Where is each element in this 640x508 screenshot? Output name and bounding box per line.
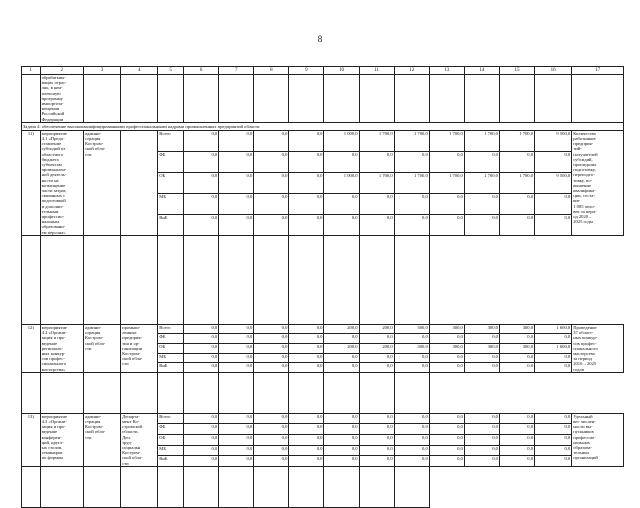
table-cell: [184, 466, 219, 507]
value-cell: 0,0: [394, 434, 429, 445]
value-cell: 0,0: [219, 130, 254, 151]
value-cell: 0,0: [359, 434, 394, 445]
source-label: МБ: [158, 193, 184, 214]
value-cell: 0,0: [535, 334, 572, 344]
value-cell: 0,0: [289, 151, 324, 172]
value-cell: 0,0: [254, 344, 289, 354]
value-cell: 0,0: [184, 424, 219, 435]
value-cell: 0,0: [394, 456, 429, 467]
value-cell: 1 600,0: [535, 344, 572, 354]
value-cell: 0,0: [289, 424, 324, 435]
value-cell: 1 000,0: [324, 172, 359, 193]
source-label: ВнБ: [158, 456, 184, 467]
source-label: МБ: [158, 353, 184, 363]
value-cell: 0,0: [254, 424, 289, 435]
header-cell: 4: [121, 67, 158, 75]
table-cell: [289, 75, 324, 123]
value-cell: 0,0: [219, 324, 254, 334]
value-cell: 200,0: [324, 324, 359, 334]
executor: админи- страция Костром- ской обла- сти: [83, 130, 120, 235]
value-cell: 0,0: [535, 214, 572, 235]
header-cell: 10: [324, 67, 359, 75]
source-label: Всего: [158, 324, 184, 334]
value-cell: 0,0: [464, 363, 499, 373]
value-cell: 0,0: [535, 424, 572, 435]
value-cell: 300,0: [464, 324, 499, 334]
header-cell: 1: [22, 67, 41, 75]
value-cell: 0,0: [184, 334, 219, 344]
value-cell: 0,0: [289, 445, 324, 456]
source-label: ОБ: [158, 344, 184, 354]
value-cell: 0,0: [254, 151, 289, 172]
value-cell: 0,0: [324, 445, 359, 456]
value-cell: 1 000,0: [324, 130, 359, 151]
partner: промыш- ленные предприя- тия и ор- ганизации Костром- ской обла- сти: [121, 324, 158, 372]
value-cell: 0,0: [464, 413, 499, 424]
value-cell: 0,0: [429, 434, 464, 445]
value-cell: 1 700,0: [394, 130, 429, 151]
value-cell: 1 700,0: [429, 172, 464, 193]
row-number: 12): [22, 324, 41, 372]
value-cell: 0,0: [429, 353, 464, 363]
value-cell: 0,0: [499, 363, 534, 373]
value-cell: 0,0: [219, 334, 254, 344]
executor: админи- страция Костром- ской обла- сти: [83, 413, 120, 466]
value-cell: 0,0: [324, 363, 359, 373]
value-cell: 0,0: [184, 456, 219, 467]
page-number: 8: [317, 34, 323, 44]
event-name: мероприятие 4.3 «Органи- зация и про- ведение конферен- ций, кругл- ых столов, семинаров по формам: [40, 413, 83, 466]
value-cell: 0,0: [324, 334, 359, 344]
table-cell: [535, 75, 572, 123]
value-cell: 0,0: [184, 130, 219, 151]
table-row: [22, 413, 624, 424]
value-cell: 9 500,0: [535, 172, 572, 193]
value-cell: 0,0: [464, 424, 499, 435]
value-cell: 0,0: [499, 445, 534, 456]
table-cell: [219, 372, 254, 413]
value-cell: 0,0: [359, 445, 394, 456]
table-cell: [394, 466, 429, 507]
expected-result: Проведение 37 област- ных конкур- сов профес- сионального мастерства за период 2016 – 2025 годов: [572, 324, 624, 372]
value-cell: 0,0: [184, 344, 219, 354]
value-cell: 1 700,0: [394, 172, 429, 193]
table-cell: [289, 235, 324, 324]
value-cell: 0,0: [394, 413, 429, 424]
value-cell: 0,0: [359, 363, 394, 373]
table-cell: [254, 372, 289, 413]
value-cell: 300,0: [499, 344, 534, 354]
value-cell: 0,0: [394, 353, 429, 363]
value-cell: 0,0: [289, 130, 324, 151]
value-cell: 0,0: [184, 363, 219, 373]
value-cell: 0,0: [499, 353, 534, 363]
table-cell: [359, 75, 394, 123]
value-cell: 0,0: [219, 456, 254, 467]
value-cell: 0,0: [219, 413, 254, 424]
expected-result: Удельный вес числен- ности вы- пускников профессио- нальных образова- тельных организаций: [572, 413, 624, 466]
value-cell: 0,0: [394, 424, 429, 435]
event-name: мероприятие 4.2 «Органи- зация и про- ведение региональ- ных конкур- сов профес- сионального мастерства»: [40, 324, 83, 372]
value-cell: 0,0: [535, 363, 572, 373]
value-cell: 0,0: [394, 151, 429, 172]
header-cell: 8: [254, 67, 289, 75]
value-cell: 0,0: [464, 353, 499, 363]
table-cell: [40, 372, 83, 413]
value-cell: 0,0: [359, 413, 394, 424]
value-cell: 0,0: [359, 151, 394, 172]
value-cell: 0,0: [254, 445, 289, 456]
table-cell: [499, 75, 534, 123]
value-cell: 0,0: [219, 214, 254, 235]
continuation-row: [22, 75, 624, 123]
header-cell: 17: [572, 67, 624, 75]
value-cell: 0,0: [184, 353, 219, 363]
source-label: Всего: [158, 413, 184, 424]
table-cell: [289, 466, 324, 507]
table-cell: [324, 75, 359, 123]
value-cell: 200,0: [359, 344, 394, 354]
table-row: [22, 324, 624, 334]
header-cell: 12: [394, 67, 429, 75]
table-cell: [184, 235, 219, 324]
value-cell: 0,0: [219, 353, 254, 363]
value-cell: 1 700,0: [464, 130, 499, 151]
value-cell: 0,0: [254, 434, 289, 445]
value-cell: 0,0: [324, 214, 359, 235]
source-label: ФБ: [158, 334, 184, 344]
program-table: [21, 66, 624, 508]
value-cell: 0,0: [429, 334, 464, 344]
value-cell: 0,0: [359, 456, 394, 467]
table-cell: [464, 75, 499, 123]
source-label: ФБ: [158, 424, 184, 435]
value-cell: 0,0: [429, 363, 464, 373]
table-cell: [83, 75, 120, 123]
value-cell: 0,0: [499, 151, 534, 172]
source-label: ОБ: [158, 172, 184, 193]
table-cell: [121, 372, 158, 413]
value-cell: 0,0: [324, 424, 359, 435]
name-cell: обрабатыва- ющих отрас- лях, в ком- плексную программу импортоза- мещения Российской Федерации: [40, 75, 83, 123]
value-cell: 0,0: [254, 456, 289, 467]
value-cell: 0,0: [464, 445, 499, 456]
value-cell: 0,0: [499, 214, 534, 235]
table-cell: [184, 372, 219, 413]
table-cell: [22, 466, 41, 507]
filler-row: [22, 372, 624, 413]
value-cell: 1 700,0: [359, 130, 394, 151]
value-cell: 0,0: [535, 151, 572, 172]
filler-row: [22, 235, 624, 324]
event-name: мероприятие 4.1 «Предо- ставление субсидий из областного бюджета субъектам промышлен- ной деятель- ности на возмещение части затрат, связанных с подготовкой и дополни- тельным профессио- нальным образовани- ем персона»: [40, 130, 83, 235]
value-cell: 0,0: [289, 413, 324, 424]
value-cell: 0,0: [254, 334, 289, 344]
value-cell: 0,0: [289, 363, 324, 373]
value-cell: 0,0: [184, 445, 219, 456]
value-cell: 0,0: [184, 193, 219, 214]
value-cell: 0,0: [394, 334, 429, 344]
value-cell: 200,0: [359, 324, 394, 334]
value-cell: 0,0: [464, 434, 499, 445]
header-cell: 15: [499, 67, 534, 75]
value-cell: 0,0: [429, 413, 464, 424]
table-row: [22, 130, 624, 151]
partner: [121, 130, 158, 235]
value-cell: 0,0: [429, 456, 464, 467]
value-cell: 1 700,0: [429, 130, 464, 151]
table-cell: [121, 75, 158, 123]
value-cell: 0,0: [254, 353, 289, 363]
table-cell: [22, 75, 41, 123]
header-cell: 16: [535, 67, 572, 75]
value-cell: 0,0: [394, 214, 429, 235]
value-cell: 0,0: [359, 353, 394, 363]
value-cell: 0,0: [359, 334, 394, 344]
value-cell: 0,0: [289, 434, 324, 445]
value-cell: 0,0: [429, 424, 464, 435]
source-label: ВнБ: [158, 214, 184, 235]
table-cell: [121, 235, 158, 324]
table-cell: [572, 75, 624, 123]
expected-result: Количество работников предприя- тий- получателей субсидий, прошедших подготовку, переподго- товку, по- вышение квалифика- ции, соста- вит 1 085 чело- век за пери- од 2020 – 2025 годы: [572, 130, 624, 235]
value-cell: 0,0: [464, 334, 499, 344]
value-cell: 0,0: [254, 363, 289, 373]
value-cell: 0,0: [289, 324, 324, 334]
table-cell: [40, 235, 83, 324]
value-cell: 0,0: [464, 151, 499, 172]
value-cell: 1 700,0: [499, 130, 534, 151]
table-cell: [359, 235, 394, 324]
value-cell: 0,0: [184, 172, 219, 193]
value-cell: 0,0: [289, 193, 324, 214]
value-cell: 300,0: [394, 324, 429, 334]
value-cell: 0,0: [535, 193, 572, 214]
value-cell: 0,0: [499, 424, 534, 435]
table-cell: [324, 235, 359, 324]
value-cell: 0,0: [219, 193, 254, 214]
value-cell: 0,0: [464, 456, 499, 467]
value-cell: 0,0: [219, 172, 254, 193]
table-cell: [429, 75, 464, 123]
value-cell: 1 700,0: [359, 172, 394, 193]
value-cell: 0,0: [254, 413, 289, 424]
value-cell: 0,0: [429, 214, 464, 235]
table-cell: [289, 372, 324, 413]
value-cell: 0,0: [324, 151, 359, 172]
table-cell: [359, 372, 394, 413]
table-cell: [254, 466, 289, 507]
value-cell: 0,0: [289, 456, 324, 467]
value-cell: 0,0: [499, 193, 534, 214]
source-label: МБ: [158, 445, 184, 456]
source-label: ВнБ: [158, 363, 184, 373]
value-cell: 0,0: [254, 193, 289, 214]
task-title: Задача 4: обеспечение высококвалифицированными профессиональными кадрами промышленных предприятий области: [22, 122, 624, 130]
value-cell: 0,0: [289, 334, 324, 344]
table-cell: [394, 75, 429, 123]
table-cell: [219, 235, 254, 324]
value-cell: 0,0: [219, 363, 254, 373]
value-cell: 0,0: [184, 214, 219, 235]
value-cell: 0,0: [499, 334, 534, 344]
table-cell: [394, 372, 429, 413]
value-cell: 0,0: [499, 456, 534, 467]
value-cell: 0,0: [429, 445, 464, 456]
value-cell: 0,0: [219, 434, 254, 445]
header-cell: 7: [219, 67, 254, 75]
table-cell: [254, 235, 289, 324]
header-cell: 6: [184, 67, 219, 75]
value-cell: 0,0: [254, 130, 289, 151]
value-cell: 0,0: [324, 353, 359, 363]
header-cell: 11: [359, 67, 394, 75]
value-cell: 0,0: [359, 193, 394, 214]
value-cell: 0,0: [184, 324, 219, 334]
table-cell: [324, 372, 359, 413]
row-number: 11): [22, 130, 41, 235]
value-cell: 0,0: [394, 445, 429, 456]
table-cell: [184, 75, 219, 123]
value-cell: 0,0: [429, 151, 464, 172]
partner: Департа- мент Ко- стромской области, Деп. труд- социальн Костром- ской обла- сти: [121, 413, 158, 466]
value-cell: 300,0: [394, 344, 429, 354]
value-cell: 200,0: [324, 344, 359, 354]
table-cell: [219, 466, 254, 507]
table-cell: [158, 75, 184, 123]
value-cell: 0,0: [535, 413, 572, 424]
table-cell: [22, 235, 41, 324]
table-cell: [158, 372, 184, 413]
value-cell: 1 600,0: [535, 324, 572, 334]
executor: админи- страция Костром- ской обла- сти: [83, 324, 120, 372]
header-cell: 2: [40, 67, 83, 75]
value-cell: 0,0: [499, 413, 534, 424]
value-cell: 9 500,0: [535, 130, 572, 151]
value-cell: 300,0: [499, 324, 534, 334]
filler-row: [22, 466, 624, 507]
task-row: [22, 122, 624, 130]
header-row: [22, 67, 624, 75]
value-cell: 0,0: [289, 353, 324, 363]
value-cell: 0,0: [184, 413, 219, 424]
table-cell: [121, 466, 158, 507]
value-cell: 0,0: [535, 434, 572, 445]
row-number: 13): [22, 413, 41, 466]
table-cell: [158, 235, 184, 324]
table-cell: [219, 75, 254, 123]
header-cell: 14: [464, 67, 499, 75]
header-cell: 3: [83, 67, 120, 75]
value-cell: 0,0: [394, 193, 429, 214]
value-cell: 0,0: [219, 445, 254, 456]
value-cell: 0,0: [219, 424, 254, 435]
value-cell: 1 700,0: [499, 172, 534, 193]
source-label: ФБ: [158, 151, 184, 172]
value-cell: 0,0: [254, 172, 289, 193]
value-cell: 0,0: [359, 424, 394, 435]
value-cell: 300,0: [464, 344, 499, 354]
table-cell: [40, 466, 83, 507]
table-cell: [83, 466, 120, 507]
table-cell: [324, 466, 359, 507]
source-label: Всего: [158, 130, 184, 151]
value-cell: 0,0: [324, 456, 359, 467]
value-cell: 0,0: [324, 434, 359, 445]
table-cell: [83, 235, 120, 324]
value-cell: 0,0: [535, 445, 572, 456]
table-cell: [22, 372, 41, 413]
value-cell: 0,0: [324, 413, 359, 424]
header-cell: 9: [289, 67, 324, 75]
value-cell: 0,0: [254, 214, 289, 235]
value-cell: 0,0: [464, 214, 499, 235]
value-cell: 300,0: [429, 344, 464, 354]
value-cell: 0,0: [535, 456, 572, 467]
table-cell: [359, 466, 394, 507]
value-cell: 0,0: [289, 172, 324, 193]
table-cell: [394, 235, 429, 324]
value-cell: 0,0: [464, 193, 499, 214]
value-cell: 0,0: [254, 324, 289, 334]
value-cell: 0,0: [289, 214, 324, 235]
value-cell: 0,0: [499, 434, 534, 445]
value-cell: 0,0: [219, 344, 254, 354]
header-cell: 5: [158, 67, 184, 75]
table-cell: [254, 75, 289, 123]
value-cell: 0,0: [535, 353, 572, 363]
value-cell: 0,0: [184, 434, 219, 445]
header-cell: 13: [429, 67, 464, 75]
value-cell: 0,0: [324, 193, 359, 214]
value-cell: 0,0: [429, 193, 464, 214]
value-cell: 0,0: [289, 344, 324, 354]
value-cell: 300,0: [429, 324, 464, 334]
value-cell: 1 700,0: [464, 172, 499, 193]
table-cell: [83, 372, 120, 413]
value-cell: 0,0: [184, 151, 219, 172]
value-cell: 0,0: [359, 214, 394, 235]
value-cell: 0,0: [219, 151, 254, 172]
source-label: ОБ: [158, 434, 184, 445]
value-cell: 0,0: [394, 363, 429, 373]
table-cell: [158, 466, 184, 507]
